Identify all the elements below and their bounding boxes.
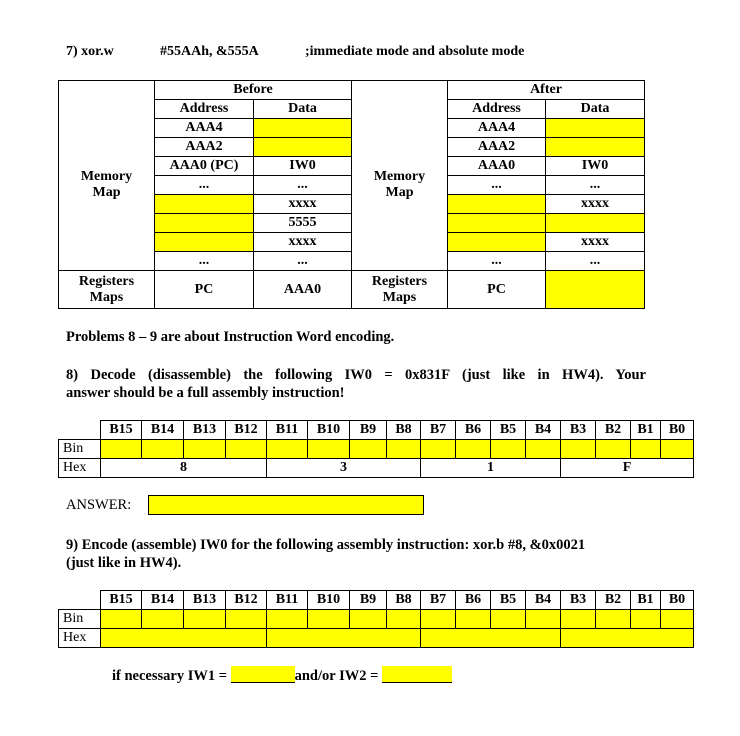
bit-header: B2	[596, 421, 631, 440]
bin-cell[interactable]	[596, 610, 631, 629]
decode-bit-table	[58, 420, 694, 478]
bit-header: B6	[456, 421, 491, 440]
bit-header: B11	[267, 591, 308, 610]
after-address-cell: ...	[448, 252, 546, 271]
before-address-cell: AAA0 (PC)	[155, 157, 254, 176]
bit-header: B14	[142, 421, 184, 440]
after-address-cell[interactable]	[448, 233, 546, 252]
bit-header: B13	[184, 421, 226, 440]
bin-cell[interactable]	[491, 610, 526, 629]
before-data-cell[interactable]	[254, 138, 352, 157]
hex-cell[interactable]	[101, 629, 267, 648]
bit-header: B2	[596, 591, 631, 610]
after-data-cell: xxxx	[546, 195, 645, 214]
bin-row-label: Bin	[59, 440, 101, 459]
hex-row-label: Hex	[59, 629, 101, 648]
bin-cell[interactable]	[421, 610, 456, 629]
after-data-header: Data	[546, 100, 645, 119]
bin-cell[interactable]	[226, 440, 267, 459]
bin-row-label: Bin	[59, 610, 101, 629]
iw2-label: and/or IW2 =	[294, 668, 382, 684]
bit-header: B9	[350, 421, 387, 440]
before-data-cell: xxxx	[254, 195, 352, 214]
bit-header: B1	[631, 421, 661, 440]
bit-header: B13	[184, 591, 226, 610]
bit-header: B0	[661, 591, 694, 610]
bin-cell[interactable]	[661, 610, 694, 629]
bit-header: B5	[491, 591, 526, 610]
after-register-value[interactable]	[546, 271, 645, 309]
bit-header: B7	[421, 591, 456, 610]
problem9-line2: (just like in HW4).	[66, 555, 182, 571]
before-address-cell[interactable]	[155, 233, 254, 252]
problem7-operands: #55AAh, &555A	[160, 44, 259, 59]
after-data-cell: IW0	[546, 157, 645, 176]
bin-cell[interactable]	[308, 440, 350, 459]
after-data-cell[interactable]	[546, 138, 645, 157]
after-data-cell: ...	[546, 176, 645, 195]
bit-header: B11	[267, 421, 308, 440]
after-address-cell[interactable]	[448, 214, 546, 233]
bit-header: B1	[631, 591, 661, 610]
bit-header: B12	[226, 421, 267, 440]
after-header: After	[448, 81, 645, 100]
problem7-comment: ;immediate mode and absolute mode	[305, 44, 525, 59]
before-data-cell[interactable]	[254, 119, 352, 138]
bit-header: B15	[101, 421, 142, 440]
bin-cell[interactable]	[526, 440, 561, 459]
after-address-cell: ...	[448, 176, 546, 195]
bin-cell[interactable]	[350, 610, 387, 629]
hex-cell: 8	[101, 459, 267, 478]
bin-cell[interactable]	[526, 610, 561, 629]
bin-cell[interactable]	[631, 610, 661, 629]
before-data-cell: xxxx	[254, 233, 352, 252]
bin-cell[interactable]	[142, 610, 184, 629]
before-data-cell: ...	[254, 252, 352, 271]
bin-cell[interactable]	[456, 610, 491, 629]
hex-cell: 1	[421, 459, 561, 478]
before-register-value: AAA0	[254, 271, 352, 309]
bin-cell[interactable]	[226, 610, 267, 629]
bit-header: B10	[308, 421, 350, 440]
after-data-cell: ...	[546, 252, 645, 271]
bit-header: B12	[226, 591, 267, 610]
problem9-line1: 9) Encode (assemble) IW0 for the following assembly instruction: xor.b #8, &0x0021	[66, 537, 586, 553]
bin-cell[interactable]	[387, 440, 421, 459]
after-address-cell[interactable]	[448, 195, 546, 214]
before-data-cell: IW0	[254, 157, 352, 176]
bin-cell[interactable]	[184, 440, 226, 459]
before-data-header: Data	[254, 100, 352, 119]
after-data-cell[interactable]	[546, 214, 645, 233]
bin-cell[interactable]	[101, 440, 142, 459]
bit-header: B6	[456, 591, 491, 610]
problem8-line1: 8) Decode (disassemble) the following IW0 = 0x831F (just like in HW4). Your	[66, 367, 646, 383]
bin-cell[interactable]	[387, 610, 421, 629]
problem7-number: 7) xor.w	[66, 44, 114, 59]
before-address-header: Address	[155, 100, 254, 119]
bin-cell[interactable]	[101, 610, 142, 629]
bit-header: B5	[491, 421, 526, 440]
iw1-input[interactable]	[231, 666, 295, 683]
bit-header: B8	[387, 591, 421, 610]
hex-cell[interactable]	[267, 629, 421, 648]
bin-cell[interactable]	[596, 440, 631, 459]
hex-cell: F	[561, 459, 694, 478]
iw2-input[interactable]	[382, 666, 452, 683]
after-address-cell: AAA4	[448, 119, 546, 138]
bin-cell[interactable]	[661, 440, 694, 459]
hex-cell[interactable]	[421, 629, 561, 648]
bin-cell[interactable]	[491, 440, 526, 459]
bin-cell[interactable]	[308, 610, 350, 629]
bit-header: B4	[526, 591, 561, 610]
before-data-cell: 5555	[254, 214, 352, 233]
hex-cell: 3	[267, 459, 421, 478]
bin-cell[interactable]	[350, 440, 387, 459]
bin-cell[interactable]	[142, 440, 184, 459]
before-address-cell: AAA4	[155, 119, 254, 138]
bit-header: B9	[350, 591, 387, 610]
bin-cell[interactable]	[631, 440, 661, 459]
after-address-cell: AAA2	[448, 138, 546, 157]
before-memory-map-label: Memory Map	[59, 100, 155, 271]
bit-header: B8	[387, 421, 421, 440]
bin-cell[interactable]	[421, 440, 456, 459]
after-address-header: Address	[448, 100, 546, 119]
after-data-cell: xxxx	[546, 233, 645, 252]
bin-cell[interactable]	[267, 440, 308, 459]
before-register-name: PC	[155, 271, 254, 309]
after-address-cell: AAA0	[448, 157, 546, 176]
hex-row-label: Hex	[59, 459, 101, 478]
bit-header: B0	[661, 421, 694, 440]
before-address-cell[interactable]	[155, 195, 254, 214]
bin-cell[interactable]	[561, 440, 596, 459]
bit-header: B3	[561, 421, 596, 440]
after-registers-label: Registers Maps	[352, 271, 448, 309]
before-registers-label: Registers Maps	[59, 271, 155, 309]
after-register-name: PC	[448, 271, 546, 309]
bin-cell[interactable]	[267, 610, 308, 629]
bit-header: B7	[421, 421, 456, 440]
before-address-cell: ...	[155, 176, 254, 195]
answer-label: ANSWER:	[66, 497, 132, 513]
before-data-cell: ...	[254, 176, 352, 195]
problem8-line2: answer should be a full assembly instruction!	[66, 385, 345, 401]
before-address-cell: ...	[155, 252, 254, 271]
bit-header: B14	[142, 591, 184, 610]
memory-map-table	[58, 80, 645, 309]
bin-cell[interactable]	[561, 610, 596, 629]
bit-header: B10	[308, 591, 350, 610]
problems-intro: Problems 8 – 9 are about Instruction Word encoding.	[66, 329, 395, 345]
bit-header: B3	[561, 591, 596, 610]
footer-line	[112, 666, 452, 685]
answer-input[interactable]	[148, 495, 424, 515]
after-memory-map-label: Memory Map	[352, 100, 448, 271]
encode-bit-table	[58, 590, 694, 648]
bin-cell[interactable]	[184, 610, 226, 629]
bit-header: B4	[526, 421, 561, 440]
bit-header: B15	[101, 591, 142, 610]
iw1-label: if necessary IW1 =	[112, 668, 231, 684]
before-header: Before	[155, 81, 352, 100]
after-data-cell[interactable]	[546, 119, 645, 138]
before-address-cell[interactable]	[155, 214, 254, 233]
before-address-cell: AAA2	[155, 138, 254, 157]
bin-cell[interactable]	[456, 440, 491, 459]
hex-cell[interactable]	[561, 629, 694, 648]
